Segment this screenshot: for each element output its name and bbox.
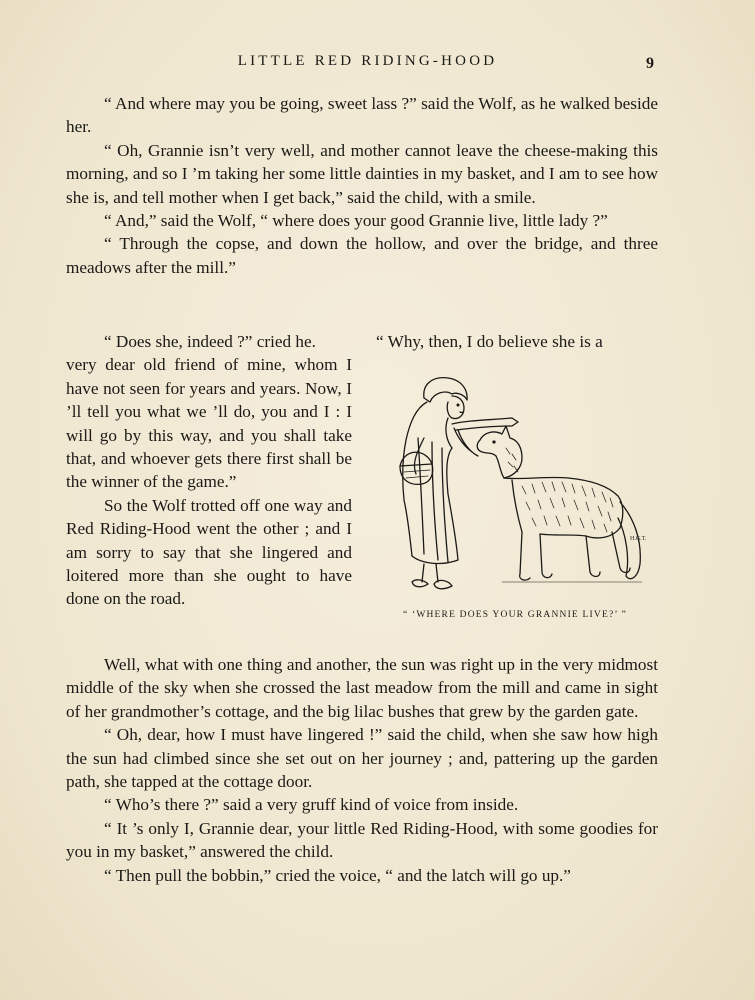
paragraph	[66, 330, 352, 353]
paragraph: “ And,” said the Wolf, “ where does your good Grannie live, little lady ?”	[104, 211, 608, 231]
running-title: LITTLE RED RIDING-HOOD	[237, 53, 498, 69]
page-number: 9	[646, 55, 654, 72]
paragraph: “ Oh, dear, how I must have lingered !” said the child, when she saw how high the sun had climbed since she set out on her journey ; and, pattering up the garden path, she tapped at the cottage door.	[66, 725, 658, 792]
bottom-text-block	[66, 653, 658, 887]
paragraph: “ Who’s there ?” said a very gruff kind of voice from inside.	[104, 795, 519, 815]
paragraph-continuation: very dear old friend of mine, whom I have not seen for years and years. Now, I ’ll tell you what we ’ll do, you and I : I will go by this way, and you shall take that, and whoever gets there first shall be the winner of the game.”	[66, 355, 352, 492]
right-column-line: “ Why, then, I do believe she is a	[376, 332, 603, 351]
illustration-caption: “ ‘WHERE DOES YOUR GRANNIE LIVE?’ ”	[402, 610, 628, 620]
girl-bonnet	[424, 378, 467, 402]
paragraph: “ Then pull the bobbin,” cried the voice, “ and the latch will go up.”	[104, 865, 571, 885]
wolf-back-legs	[586, 532, 630, 577]
paragraph-start: “ Does she, indeed ?” cried he.	[104, 332, 316, 351]
girl-face	[447, 396, 464, 419]
left-column-text	[66, 330, 352, 611]
ribbon	[452, 418, 518, 430]
girl-legs	[422, 564, 438, 582]
illustration-wolf-and-girl	[372, 368, 662, 613]
top-text-block	[66, 92, 658, 279]
paragraph: “ Oh, Grannie isn’t very well, and mother cannot leave the cheese-making this morning, and so I ’m taking her some little dainties in my basket, and I am to see how she is, and tell mother when I get back,” said the child, with a smile.	[66, 140, 658, 207]
paragraph: So the Wolf trotted off one way and Red Riding-Hood went the other ; and I am sorry to say that she lingered and loitered more than she ought to have done on the road.	[66, 495, 352, 609]
paragraph: “ Through the copse, and down the hollow, and over the bridge, and three meadows after the mill.”	[66, 234, 658, 277]
wolf-front-legs	[520, 532, 552, 580]
illustration-svg	[372, 368, 662, 613]
illustrator-signature: H.G.T.	[630, 536, 647, 542]
paragraph: “ And where may you be going, sweet lass ?” said the Wolf, as he walked beside her.	[66, 94, 658, 137]
paragraph: Well, what with one thing and another, the sun was right up in the very midmost middle of the sky when she crossed the last meadow from the mill and came in sight of her grandmother’s cottage, and the big lilac bushes that grew by the garden gate.	[66, 655, 658, 721]
paragraph: “ It ’s only I, Grannie dear, your little Red Riding-Hood, with some goodies for you in my basket,” answered the child.	[66, 818, 658, 862]
